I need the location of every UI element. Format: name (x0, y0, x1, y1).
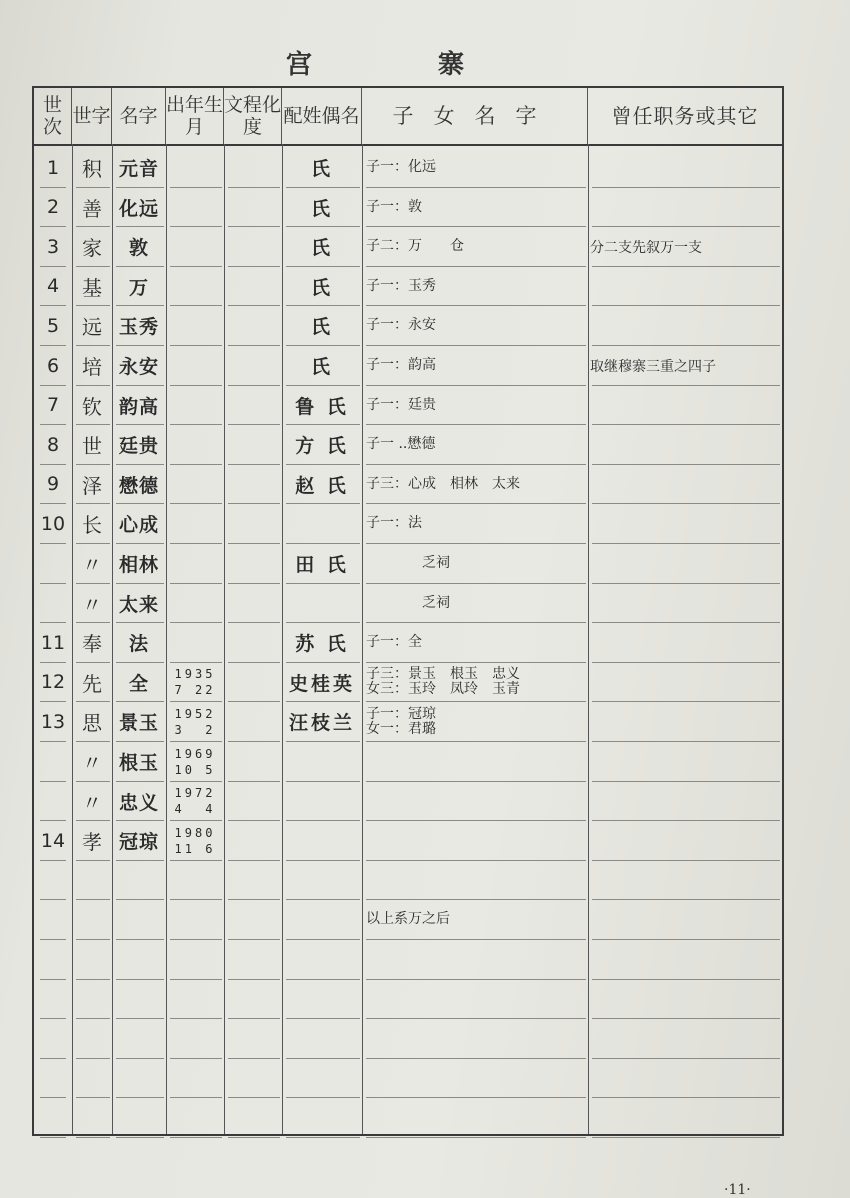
row-rule (76, 1137, 110, 1138)
row-rule (228, 424, 280, 425)
birth-cell: 1935 7 22 (174, 667, 216, 698)
generation-char-cell: 〃 (82, 751, 102, 775)
spouse-cell: 氏 (310, 158, 333, 180)
name-cell: 法 (128, 633, 149, 656)
birth-cell (166, 1098, 224, 1137)
birth-cell (166, 306, 224, 345)
generation-cell: 3 (46, 235, 60, 258)
spouse-cell (282, 504, 362, 543)
name-cell (112, 861, 166, 900)
generation-cell: 1 (46, 156, 60, 179)
generation-char-cell: 世 (82, 434, 102, 459)
name-cell: 心成 (118, 514, 159, 537)
generation-cell: 10 (40, 512, 66, 535)
generation-cell (34, 1019, 72, 1058)
children-cell: 子一：冠琼 女一：君璐 (366, 705, 436, 737)
row-rule (228, 583, 280, 584)
generation-char-cell: 〃 (82, 790, 102, 815)
spouse-cell (282, 821, 362, 860)
spouse-cell: 氏 (310, 316, 333, 339)
generation-cell: 7 (46, 394, 60, 417)
birth-cell: 1972 4 4 (174, 786, 216, 817)
generation-char-cell: 培 (82, 355, 102, 379)
children-cell (362, 742, 588, 781)
row-rule (170, 1137, 222, 1138)
birth-cell (166, 188, 224, 227)
spouse-cell: 鲁 氏 (295, 395, 349, 418)
birth-cell (166, 623, 224, 662)
row-rule (116, 1137, 164, 1138)
birth-cell (166, 900, 224, 939)
birth-cell (166, 584, 224, 623)
row-rule (228, 662, 280, 663)
row-rule (228, 781, 280, 782)
generation-char-cell: 〃 (82, 592, 102, 617)
generation-cell (34, 900, 72, 939)
name-cell: 懋德 (118, 474, 159, 497)
row-rule (228, 1137, 280, 1138)
generation-char-cell: 善 (82, 196, 102, 221)
children-cell: 子一：永安 (366, 317, 436, 334)
generation-cell: 9 (46, 473, 60, 496)
name-cell (112, 1019, 166, 1058)
row-rule (228, 305, 280, 306)
genealogy-table (32, 86, 784, 1136)
birth-cell (166, 940, 224, 979)
page-title-part1: 宫 (286, 50, 315, 80)
row-rule (228, 385, 280, 386)
row-rule (286, 1137, 360, 1138)
generation-cell (34, 940, 72, 979)
row-rule (228, 226, 280, 227)
row-rule (228, 701, 280, 702)
spouse-cell (282, 1059, 362, 1098)
generation-char-cell: 〃 (82, 553, 102, 577)
children-cell: 子一：廷贵 (366, 396, 436, 413)
generation-cell: 12 (40, 671, 66, 694)
spouse-cell: 苏 氏 (295, 633, 349, 656)
header-generation: 世次 (34, 88, 72, 144)
children-cell (362, 1098, 588, 1137)
generation-cell: 14 (40, 829, 66, 852)
name-cell: 忠义 (118, 791, 159, 814)
header-divider (34, 144, 782, 146)
spouse-cell (282, 980, 362, 1019)
generation-char-cell (72, 1059, 112, 1098)
birth-cell (166, 1059, 224, 1098)
children-cell: 子三：景玉 根玉 忠义 女三：玉玲 凤玲 玉青 (366, 666, 520, 698)
header-generation-char: 世字 (72, 88, 112, 144)
note-cell (588, 584, 782, 623)
name-cell (112, 900, 166, 939)
row-rule (592, 1137, 780, 1138)
note-cell (588, 782, 782, 821)
note-cell (588, 148, 782, 187)
name-cell: 韵高 (118, 395, 159, 418)
name-cell: 万 (128, 276, 149, 299)
generation-char-cell: 家 (82, 236, 102, 261)
row-rule (228, 939, 280, 940)
birth-cell (166, 425, 224, 464)
generation-cell (34, 782, 72, 821)
row-rule (228, 187, 280, 188)
row-rule (228, 820, 280, 821)
children-cell: 子一 ..懋德 (366, 436, 436, 453)
birth-cell (166, 346, 224, 385)
birth-cell (166, 386, 224, 425)
children-cell: 乏祠 (366, 555, 450, 571)
generation-char-cell (72, 1098, 112, 1137)
children-cell: 子一：韵高 (366, 357, 436, 373)
spouse-cell (282, 861, 362, 900)
name-cell (112, 1098, 166, 1137)
children-cell (362, 1019, 588, 1058)
children-cell (362, 980, 588, 1019)
children-cell: 乏祠 (366, 594, 450, 611)
note-cell (588, 465, 782, 504)
birth-cell (166, 504, 224, 543)
generation-cell (34, 861, 72, 900)
generation-cell: 2 (46, 196, 60, 219)
children-cell: 子一：玉秀 (366, 277, 436, 294)
name-cell: 冠琼 (118, 831, 159, 854)
children-cell: 子三：心成 相林 太来 (366, 475, 520, 492)
note-cell (588, 306, 782, 345)
header-positions: 曾任职务或其它 (611, 104, 759, 128)
generation-cell: 8 (46, 433, 60, 456)
page-title (0, 44, 850, 78)
birth-cell (166, 861, 224, 900)
row-rule (228, 464, 280, 465)
note-cell (588, 1059, 782, 1098)
note-cell (588, 504, 782, 543)
name-cell: 太来 (118, 593, 159, 616)
note-cell (588, 425, 782, 464)
children-cell: 以上系万之后 (366, 911, 450, 928)
children-cell: 子一：法 (366, 515, 422, 532)
row-rule (228, 979, 280, 980)
birth-cell (166, 465, 224, 504)
generation-char-cell: 泽 (82, 473, 102, 498)
page-number: ·11· (724, 1182, 751, 1198)
note-cell (588, 900, 782, 939)
birth-cell (166, 544, 224, 583)
generation-char-cell (72, 940, 112, 979)
generation-cell: 13 (40, 710, 66, 733)
generation-cell (34, 980, 72, 1019)
children-cell: 子一：化远 (366, 159, 436, 175)
page-title-part2: 寨 (438, 50, 467, 80)
generation-char-cell: 长 (82, 513, 102, 538)
generation-cell (34, 544, 72, 583)
row-rule (228, 266, 280, 267)
birth-cell: 1969 10 5 (174, 746, 216, 777)
generation-char-cell: 远 (82, 315, 102, 340)
spouse-cell: 汪枝兰 (288, 712, 355, 735)
column-divider (224, 144, 225, 1134)
birth-cell: 1980 11 6 (174, 825, 216, 856)
note-cell (588, 1098, 782, 1137)
name-cell: 敦 (128, 237, 149, 260)
header-birth: 出年生月 (166, 88, 224, 144)
birth-cell (166, 1019, 224, 1058)
row-rule (228, 543, 280, 544)
row-rule (228, 345, 280, 346)
name-cell (112, 1059, 166, 1098)
row-rule (228, 860, 280, 861)
note-cell: 取继穆寨三重之四子 (590, 358, 716, 375)
note-cell (588, 1019, 782, 1058)
note-cell (588, 544, 782, 583)
spouse-cell: 田 氏 (295, 554, 349, 576)
spouse-cell (282, 940, 362, 979)
name-cell: 根玉 (118, 752, 159, 774)
children-cell (362, 1059, 588, 1098)
note-cell (588, 663, 782, 702)
generation-char-cell (72, 861, 112, 900)
birth-cell (166, 148, 224, 187)
name-cell: 廷贵 (118, 435, 159, 458)
name-cell: 相林 (118, 554, 159, 576)
spouse-cell (282, 900, 362, 939)
spouse-cell: 赵 氏 (295, 474, 349, 497)
children-cell: 子一：全 (366, 634, 422, 651)
spouse-cell: 氏 (310, 197, 333, 220)
spouse-cell: 方 氏 (295, 435, 349, 458)
note-cell (588, 742, 782, 781)
generation-char-cell (72, 1019, 112, 1058)
note-cell (588, 188, 782, 227)
note-cell (588, 267, 782, 306)
note-cell (588, 861, 782, 900)
name-cell: 化远 (118, 197, 159, 220)
spouse-cell (282, 1019, 362, 1058)
row-rule (228, 741, 280, 742)
generation-cell (34, 584, 72, 623)
name-cell (112, 940, 166, 979)
spouse-cell (282, 742, 362, 781)
note-cell (588, 980, 782, 1019)
generation-cell: 6 (46, 354, 60, 377)
birth-cell (166, 227, 224, 266)
generation-cell: 5 (46, 314, 60, 337)
name-cell: 元音 (118, 158, 159, 180)
generation-char-cell: 思 (82, 711, 102, 736)
spouse-cell: 氏 (310, 276, 333, 299)
spouse-cell (282, 782, 362, 821)
row-rule (228, 1097, 280, 1098)
row-rule (228, 1018, 280, 1019)
note-cell: 分二支先叙万一支 (590, 239, 702, 256)
spouse-cell: 氏 (310, 237, 333, 260)
name-cell: 全 (128, 672, 149, 695)
generation-char-cell (72, 900, 112, 939)
children-cell (362, 940, 588, 979)
name-cell: 景玉 (118, 712, 159, 735)
children-cell: 子一：敦 (366, 198, 422, 215)
generation-char-cell: 积 (82, 157, 102, 181)
children-cell (362, 861, 588, 900)
row-rule (40, 1137, 66, 1138)
header-education: 文程化度 (224, 88, 282, 144)
name-cell: 永安 (118, 356, 159, 378)
row-rule (366, 1137, 586, 1138)
generation-char-cell: 奉 (82, 632, 102, 657)
note-cell (588, 821, 782, 860)
generation-char-cell: 先 (82, 671, 102, 696)
row-rule (228, 503, 280, 504)
spouse-cell (282, 584, 362, 623)
note-cell (588, 623, 782, 662)
spouse-cell: 氏 (310, 356, 333, 378)
name-cell (112, 980, 166, 1019)
name-cell: 玉秀 (118, 316, 159, 339)
generation-cell: 4 (46, 275, 60, 298)
children-cell (362, 782, 588, 821)
children-cell: 子二：万 仓 (366, 238, 464, 255)
row-rule (228, 622, 280, 623)
note-cell (588, 386, 782, 425)
birth-cell (166, 267, 224, 306)
row-rule (228, 899, 280, 900)
generation-cell (34, 1098, 72, 1137)
generation-cell (34, 742, 72, 781)
spouse-cell (282, 1098, 362, 1137)
header-name: 名字 (112, 88, 166, 144)
generation-char-cell: 孝 (82, 830, 102, 855)
header-children: 子女名字 (362, 88, 588, 144)
spouse-cell: 史桂英 (288, 672, 355, 695)
generation-char-cell (72, 980, 112, 1019)
generation-cell: 11 (40, 631, 66, 654)
generation-char-cell: 钦 (82, 394, 102, 419)
note-cell (588, 940, 782, 979)
note-cell (588, 702, 782, 741)
row-rule (228, 1058, 280, 1059)
generation-cell (34, 1059, 72, 1098)
children-cell (362, 821, 588, 860)
generation-char-cell: 基 (82, 275, 102, 300)
birth-cell (166, 980, 224, 1019)
birth-cell: 1952 3 2 (174, 706, 216, 737)
header-spouse: 配姓偶名 (282, 88, 362, 144)
